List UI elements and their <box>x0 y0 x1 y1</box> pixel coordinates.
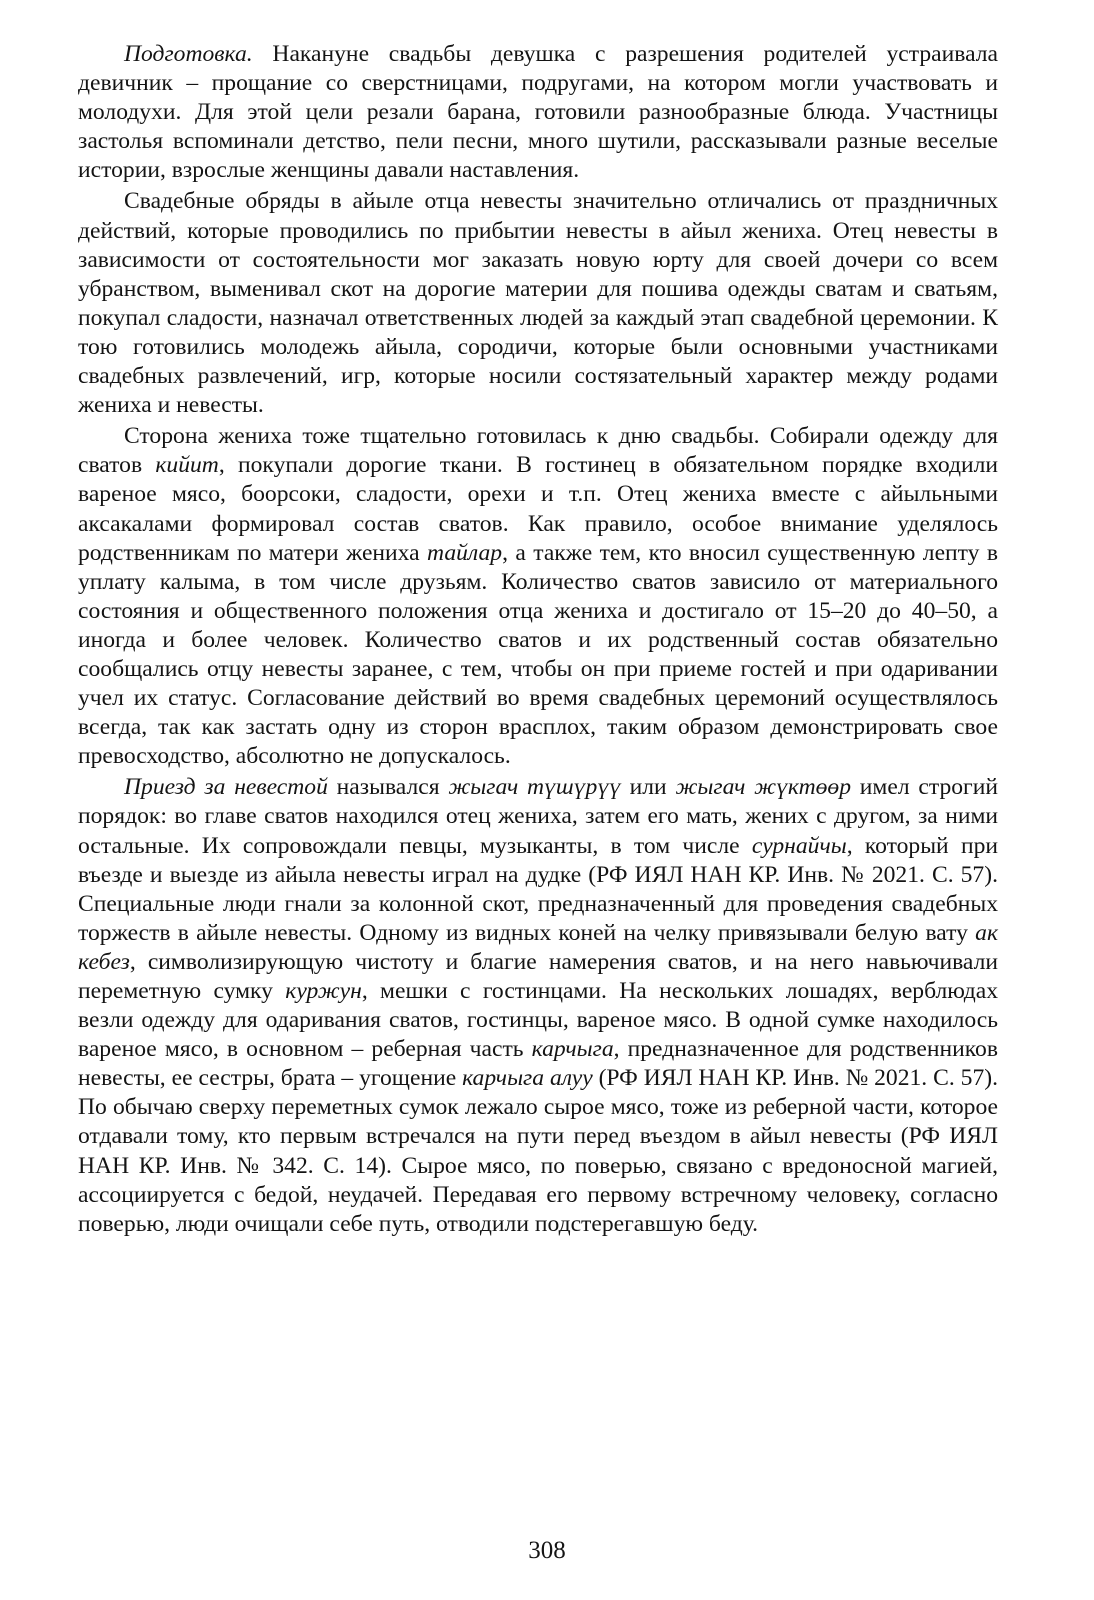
page-body <box>78 40 998 1239</box>
italic-term: сурнайчы <box>751 832 847 859</box>
text-run: (РФ ИЯЛ НАН КР. Инв. № 2021. С. 57). По обычаю сверху переметных сумок лежало сырое мясо, тоже из реберной части, которое отдавали тому, кто первым встречался на пути перед въездом в айыл невесты (РФ ИЯЛ НАН КР. Инв. № 342. С. 14). Сырое мясо, по поверью, связано с вредоносной магией, ассоциируется с бедой, неудачей. Передавая его первому встречному человеку, согласно поверью, люди очищали себе путь, отводили подстерегавшую беду. <box>78 1065 998 1237</box>
italic-term: кийит <box>155 452 219 479</box>
text-run: , а также тем, кто вносил существенную лепту в уплату калыма, в том числе друзьям. Количество сватов зависило от материального состояния и общественного положения отца жениха и достигало от 15–20 до 40–50, а иногда и более человек. Количество сватов и их родственный состав обязательно сообщались отцу невесты заранее, с тем, чтобы он при приеме гостей и при одаривании учел их статус. Согласование действий во время свадебных церемоний осуществлялось всегда, так как застать одну из сторон врасплох, таким образом демонстрировать свое превосходство, абсолютно не допускалось. <box>78 539 998 770</box>
italic-term: карчыга <box>531 1036 614 1063</box>
text-run: Сторона жениха тоже тщательно готовилась к дню свадьбы. Собирали одежду для сватов <box>78 423 998 479</box>
italic-term: жыгач түшүрүү <box>448 774 621 801</box>
text-run: , покупали дорогие ткани. В гостинец в обязательном порядке входили вареное мясо, боорсоки, сладости, орехи и т.п. Отец жениха вместе с айыльными аксакалами формировал состав сватов. Как правило, особое внимание уделялось родственникам по матери жениха <box>78 452 999 566</box>
italic-term: ак кебез <box>78 919 998 975</box>
text-run: , который при въезде и выезде из айыла невесты играл на дудке (РФ ИЯЛ НАН КР. Инв. № 2021. С. 57). Специальные люди гнали за колонной скот, предназначенный для проведения свадебных торжеств в айыле невесты. Одному из видных коней на челку привязывали белую вату <box>78 832 998 946</box>
text-run: Накануне свадьбы девушка с разрешения родителей устраивала девичник – прощание со сверстницами, подругами, на котором могли участвовать и молодухи. Для этой цели резали барана, готовили разнообразные блюда. Участницы застолья вспоминали детство, пели песни, много шутили, рассказывали разные веселые истории, взрослые женщины давали наставления. <box>78 41 998 184</box>
text-run: назывался <box>327 774 449 801</box>
paragraph-arrival-for-bride <box>78 773 998 1239</box>
italic-term: куржун <box>285 978 362 1004</box>
italic-term: Приезд за невестой <box>124 774 328 801</box>
paragraph-preparation <box>78 40 998 185</box>
italic-term: тайлар <box>427 539 503 566</box>
paragraph-groom-side-preparation <box>78 422 998 771</box>
text-run: или <box>620 774 676 801</box>
text-run: , символизирующую чистоту и благие намерения сватов, и на него навьючивали переметную сумку <box>78 948 998 1004</box>
paragraph-bride-father-rites <box>78 187 998 420</box>
page-number: 308 <box>528 1537 566 1564</box>
italic-term: жыгач жүктөөр <box>675 774 852 801</box>
text-run: Свадебные обряды в айыле отца невесты значительно отличались от праздничных действий, которые проводились по прибытии невесты в айыл жениха. Отец невесты в зависимости от состоятельности мог заказать новую юрту для своей дочери со всем убранством, выменивал скот на дорогие материи для пошива одежды сватам и сватьям, покупал сладости, назначал ответственных людей за каждый этап свадебной церемонии. К тою готовились молодежь айыла, сородичи, которые были основными участниками свадебных развлечений, игр, которые носили состязательный характер между родами жениха и невесты. <box>78 188 998 419</box>
italic-term: карчыга алуу <box>462 1065 593 1092</box>
text-run: имел строгий порядок: во главе сватов находился отец жениха, затем его мать, жених с другом, за ними остальные. Их сопровождали певцы, музыканты, в том числе <box>78 774 998 859</box>
text-run: , предназначенное для родственников невесты, ее сестры, брата – угощение <box>78 1036 998 1092</box>
text-run: , мешки с гостинцами. На нескольких лошадях, верблюдах везли одежду для одаривания сватов, гостинцы, вареное мясо. В одной сумке находилось вареное мясо, в основном – реберная часть <box>78 978 998 1063</box>
italic-term: Подготовка. <box>124 41 253 67</box>
